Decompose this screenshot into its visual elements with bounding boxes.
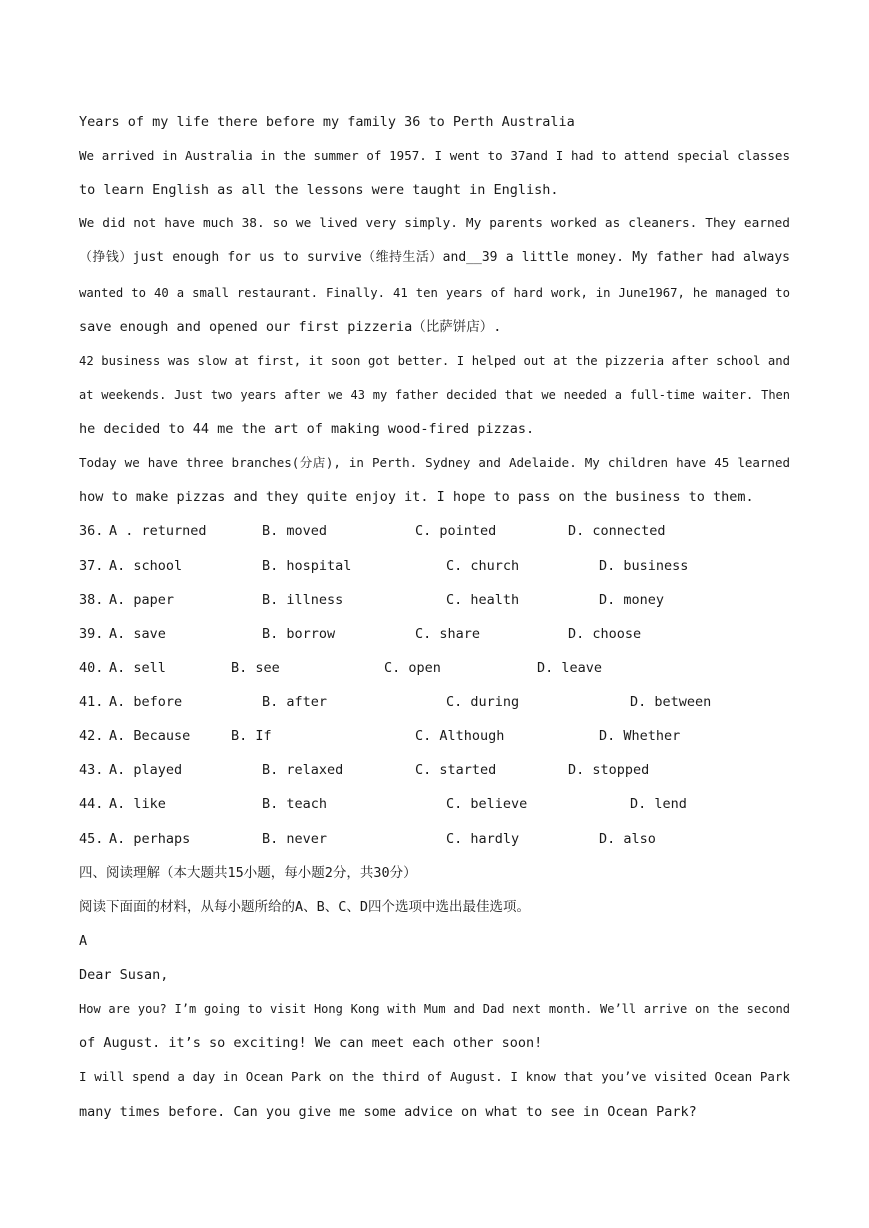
- option-d: D. between: [630, 694, 712, 710]
- option-d: D. also: [599, 831, 656, 847]
- option-b: B. illness: [262, 592, 344, 608]
- option-d: D. leave: [537, 660, 603, 676]
- option-b: B. never: [262, 831, 328, 847]
- option-b: B. moved: [262, 523, 328, 539]
- section-instruction: 阅读下面面的材料，从每小题所给的A、B、C、D四个选项中选出最佳选项。: [79, 899, 531, 915]
- option-a: A. school: [109, 558, 183, 574]
- option-d: D. choose: [568, 626, 642, 642]
- question-number: 37.: [79, 558, 104, 574]
- passage-line: save enough and opened our first pizzeria（比萨饼店）.: [79, 319, 502, 335]
- passage-line: Today we have three branches(分店), in Perth. Sydney and Adelaide. My children have 45 learned: [79, 455, 790, 470]
- option-d: D. lend: [630, 796, 687, 812]
- option-d: D. money: [599, 592, 665, 608]
- question-number: 44.: [79, 796, 104, 812]
- option-d: D. Whether: [599, 728, 681, 744]
- passage-line: We arrived in Australia in the summer of 1957. I went to 37and I had to attend special classes: [79, 148, 790, 163]
- option-a: A. perhaps: [109, 831, 191, 847]
- passage-line: at weekends. Just two years after we 43 my father decided that we needed a full-time waiter. Then: [79, 388, 790, 402]
- option-a: A. sell: [109, 660, 166, 676]
- option-a: A. like: [109, 796, 166, 812]
- question-row: [79, 658, 790, 678]
- question-row: [79, 556, 790, 576]
- option-c: C. health: [446, 592, 520, 608]
- option-b: B. see: [231, 660, 280, 676]
- option-a: A. played: [109, 762, 183, 778]
- letter-greeting: Dear Susan,: [79, 967, 169, 983]
- option-c: C. believe: [446, 796, 528, 812]
- option-a: A. Because: [109, 728, 191, 744]
- question-row: [79, 692, 790, 712]
- option-c: C. hardly: [446, 831, 520, 847]
- option-c: C. open: [384, 660, 441, 676]
- option-a: A. before: [109, 694, 183, 710]
- question-number: 41.: [79, 694, 104, 710]
- option-b: B. after: [262, 694, 328, 710]
- passage-line: he decided to 44 me the art of making wood-fired pizzas.: [79, 421, 535, 437]
- part-label: A: [79, 933, 88, 949]
- option-b: B. hospital: [262, 558, 352, 574]
- question-row: [79, 624, 790, 644]
- question-row: [79, 760, 790, 780]
- option-d: D. stopped: [568, 762, 650, 778]
- option-c: C. church: [446, 558, 520, 574]
- option-c: C. share: [415, 626, 481, 642]
- question-row: [79, 590, 790, 610]
- option-b: B. relaxed: [262, 762, 344, 778]
- passage-line: how to make pizzas and they quite enjoy it. I hope to pass on the business to them.: [79, 489, 754, 505]
- option-c: C. started: [415, 762, 497, 778]
- question-row: [79, 726, 790, 746]
- passage-line: wanted to 40 a small restaurant. Finally. 41 ten years of hard work, in June1967, he managed to: [79, 286, 790, 300]
- section-heading: 四、阅读理解（本大题共15小题，每小题2分，共30分）: [79, 865, 417, 881]
- passage-line: （挣钱）just enough for us to survive（维持生活）and__39 a little money. My father had always: [79, 250, 790, 265]
- question-row: [79, 521, 790, 541]
- question-row: [79, 794, 790, 814]
- passage-line: 42 business was slow at first, it soon got better. I helped out at the pizzeria after school and: [79, 354, 790, 368]
- question-number: 36.: [79, 523, 104, 539]
- option-c: C. during: [446, 694, 520, 710]
- question-number: 39.: [79, 626, 104, 642]
- question-number: 40.: [79, 660, 104, 676]
- option-b: B. teach: [262, 796, 328, 812]
- question-row: [79, 829, 790, 849]
- question-number: 42.: [79, 728, 104, 744]
- option-b: B. borrow: [262, 626, 336, 642]
- option-a: A. save: [109, 626, 166, 642]
- passage-line: Years of my life there before my family 36 to Perth Australia: [79, 114, 575, 130]
- option-a: A . returned: [109, 523, 207, 539]
- option-d: D. business: [599, 558, 689, 574]
- option-a: A. paper: [109, 592, 175, 608]
- option-c: C. pointed: [415, 523, 497, 539]
- question-number: 43.: [79, 762, 104, 778]
- passage-line: to learn English as all the lessons were taught in English.: [79, 182, 559, 198]
- question-number: 45.: [79, 831, 104, 847]
- letter-line: I will spend a day in Ocean Park on the third of August. I know that you’ve visited Ocean Park: [79, 1069, 790, 1084]
- letter-line: many times before. Can you give me some advice on what to see in Ocean Park?: [79, 1104, 697, 1120]
- question-number: 38.: [79, 592, 104, 608]
- option-d: D. connected: [568, 523, 666, 539]
- option-c: C. Although: [415, 728, 505, 744]
- option-b: B. If: [231, 728, 272, 744]
- letter-line: How are you? I’m going to visit Hong Kong with Mum and Dad next month. We’ll arrive on the second: [79, 1002, 790, 1016]
- passage-line: We did not have much 38. so we lived very simply. My parents worked as cleaners. They earned: [79, 216, 790, 231]
- letter-line: of August. it’s so exciting! We can meet each other soon!: [79, 1035, 543, 1051]
